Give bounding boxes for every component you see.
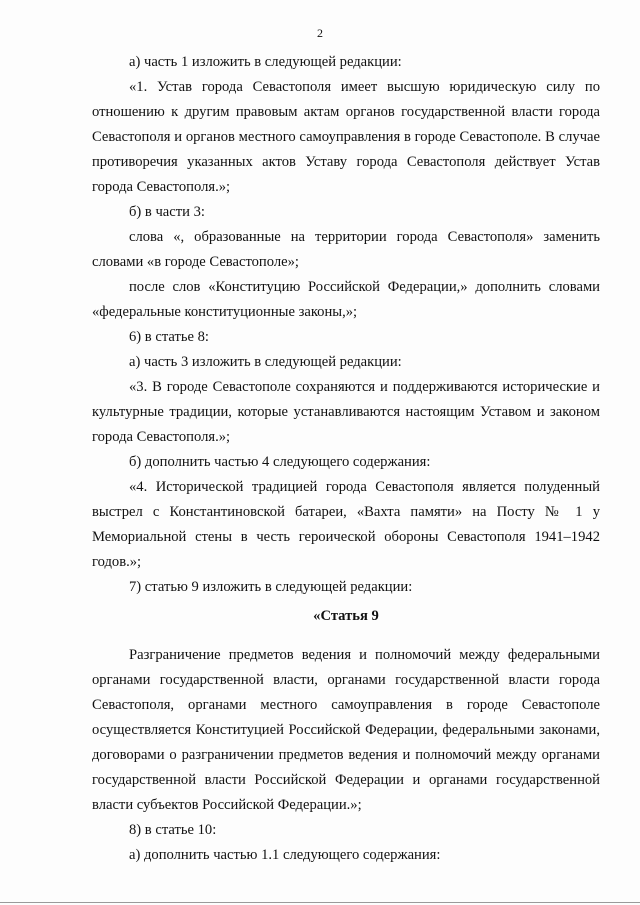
paragraph-article8-part4-text: «4. Исторической традицией города Севастополя является полуденный выстрел с Константиновской батареи, «Вахта памяти» на Посту № 1 у Мемориальной стены в честь героической обороны Севастополя 1941–1942 годов.»; [92, 479, 600, 570]
paragraph-article8-part4-intro: б) дополнить частью 4 следующего содержания: [129, 454, 431, 470]
paragraph-part1-text: «1. Устав города Севастополя имеет высшую юридическую силу по отношению к другим правовым актам органов государственной власти города Севастополя и органов местного самоуправления в городе Севастополе. В случае противоречия указанных актов Уставу города Севастополя действует Устав города Севастополя.»; [92, 79, 600, 195]
paragraph-article10-intro: 8) в статье 10: [129, 822, 217, 838]
paragraph-article9-text: Разграничение предметов ведения и полномочий между федеральными органами государственной власти, органами государственной власти города Севастополя, органами местного самоуправления в городе Севастополе осуществляется Конституцией Российской Федерации, федеральными законами, договорами о разграничении предметов ведения и полномочий между органами государственной власти Российской Федерации и органами государственной власти субъектов Российской Федерации.»; [92, 647, 600, 813]
paragraph-part3-intro: б) в части 3: [129, 204, 205, 220]
paragraph-article8-intro: 6) в статье 8: [129, 329, 209, 345]
document-body [92, 50, 600, 868]
paragraph-article8-part3-intro: а) часть 3 изложить в следующей редакции: [129, 354, 402, 370]
page-number: 2 [317, 26, 323, 40]
paragraph-article9-intro: 7) статью 9 изложить в следующей редакции: [129, 579, 413, 595]
paragraph-article10-part11-intro: а) дополнить частью 1.1 следующего содержания: [129, 847, 441, 863]
paragraph-part1-intro: а) часть 1 изложить в следующей редакции: [129, 54, 402, 70]
article-9-heading: «Статья 9 [313, 608, 379, 624]
paragraph-article8-part3-text: «3. В городе Севастополе сохраняются и поддерживаются исторические и культурные традиции, которые устанавливаются настоящим Уставом и законом города Севастополя.»; [92, 379, 600, 445]
scan-bottom-edge [0, 902, 640, 903]
paragraph-part3-words: слова «, образованные на территории города Севастополя» заменить словами «в городе Севастополе»; [92, 229, 600, 270]
paragraph-part3-after-words: после слов «Конституцию Российской Федерации,» дополнить словами «федеральные конституционные законы,»; [92, 279, 600, 320]
